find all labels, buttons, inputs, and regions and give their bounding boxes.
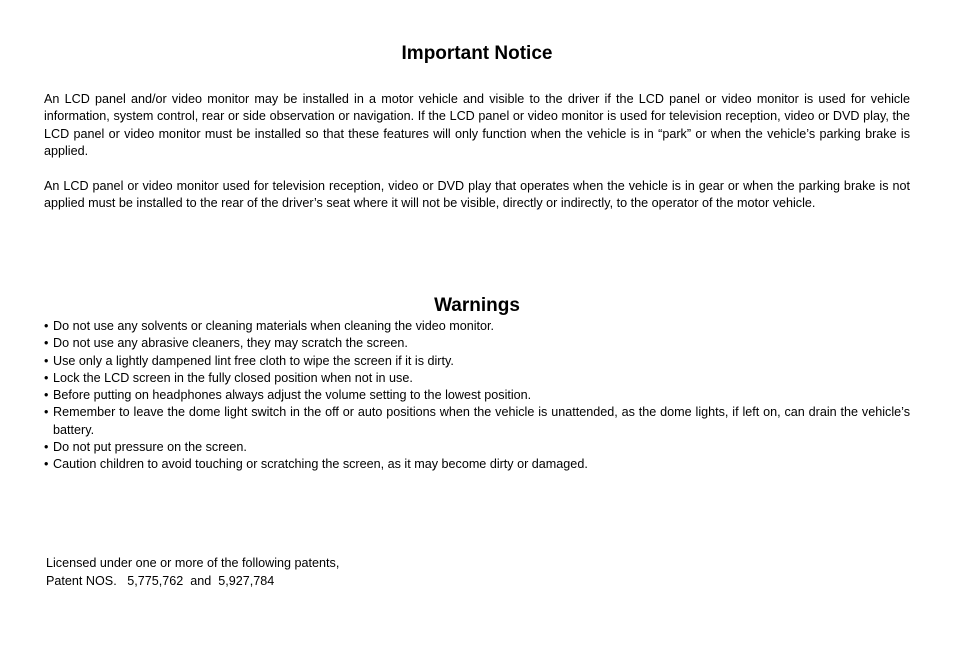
warning-item (44, 439, 910, 456)
warnings-heading: Warnings (434, 295, 520, 316)
warning-text: Do not put pressure on the screen. (53, 440, 247, 455)
bullet-icon: • (44, 319, 49, 333)
warning-text: Lock the LCD screen in the fully closed position when not in use. (53, 370, 413, 385)
bullet-icon: • (44, 353, 49, 368)
bullet-icon: • (44, 388, 49, 403)
warning-item (44, 387, 910, 404)
bullet-icon: • (44, 457, 49, 472)
bullet-icon: • (44, 440, 49, 455)
bullet-icon: • (44, 336, 49, 351)
warning-item (44, 353, 910, 370)
bullet-icon: • (44, 405, 49, 420)
warning-text: Before putting on headphones always adjust the volume setting to the lowest position. (53, 388, 532, 403)
warnings-list (44, 318, 910, 474)
warning-text: Use only a lightly dampened lint free cloth to wipe the screen if it is dirty. (53, 353, 454, 368)
patent-numbers: Patent NOS. 5,775,762 and 5,927,784 (46, 574, 275, 588)
bullet-icon: • (44, 370, 49, 385)
warning-item (44, 404, 910, 439)
warning-item (44, 318, 910, 335)
warning-item (44, 335, 910, 352)
notice-paragraph: An LCD panel or video monitor used for television reception, video or DVD play that operates when the vehicle is in gear or when the parking brake is not applied must be installed to the rear of the driver’s seat where it will not be visible, directly or indirectly, to the operator of the motor vehicle. (44, 179, 910, 211)
warning-text: Do not use any abrasive cleaners, they may scratch the screen. (53, 336, 408, 351)
important-notice-heading: Important Notice (401, 43, 553, 64)
notice-paragraph: An LCD panel and/or video monitor may be installed in a motor vehicle and visible to the driver if the LCD panel or video monitor is used for vehicle information, system control, rear or side observation or navigation. If the LCD panel or video monitor is used for television reception, video or DVD play, the LCD panel or video monitor must be installed so that these features will only function when the vehicle is in “park” or when the vehicle’s parking brake is applied. (44, 92, 910, 158)
warning-text: Caution children to avoid touching or scratching the screen, as it may become dirty or damaged. (53, 457, 588, 472)
warning-item (44, 456, 910, 473)
warning-text: Remember to leave the dome light switch in the off or auto positions when the vehicle is unattended, as the dome lights, if left on, can drain the vehicle’s battery. (53, 405, 910, 437)
warning-text: Do not use any solvents or cleaning materials when cleaning the video monitor. (53, 319, 495, 333)
warning-item (44, 370, 910, 387)
license-statement: Licensed under one or more of the following patents, (46, 556, 340, 570)
